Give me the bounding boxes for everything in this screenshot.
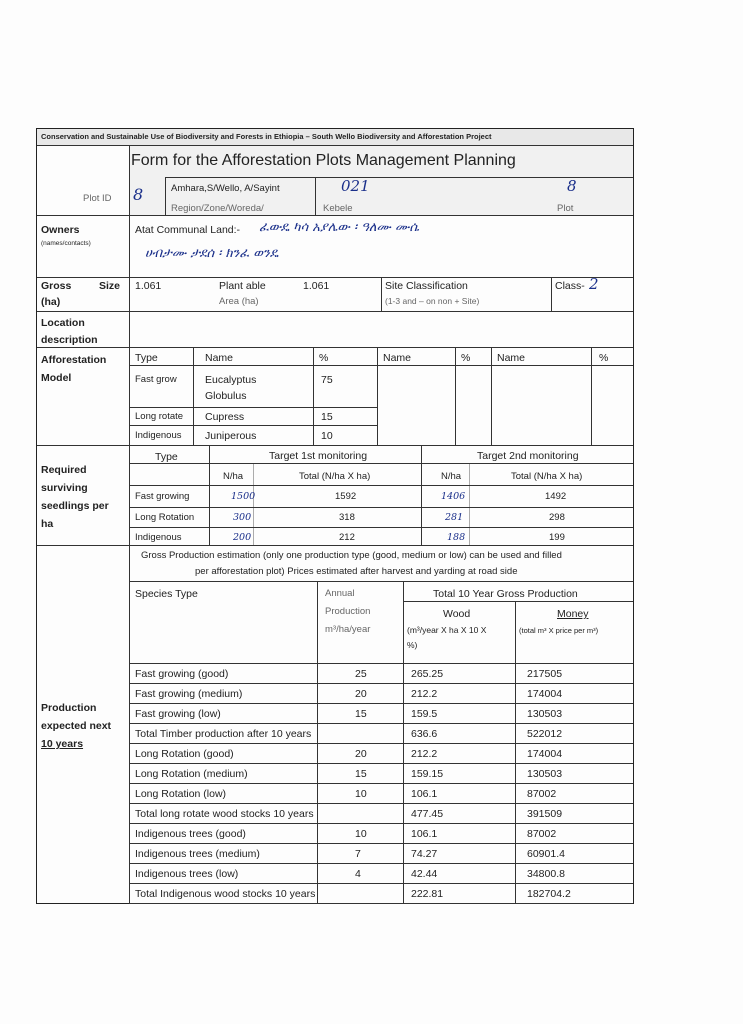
row-divider	[129, 843, 633, 844]
production-row-money: 174004	[527, 688, 563, 700]
owners-handwriting-2: ሀብታሙ ታደሰ ፡ ክንፈ ወንዴ	[145, 246, 279, 261]
seedling-row-type: Fast growing	[135, 491, 190, 502]
species-type-header: Species Type	[135, 588, 198, 600]
total-10-year-header: Total 10 Year Gross Production	[433, 588, 578, 600]
model-label-2: Model	[41, 372, 72, 384]
plot-value: 8	[567, 177, 577, 195]
production-row-money: 391509	[527, 808, 563, 820]
model-pct2-header: %	[461, 352, 471, 364]
site-classification-sub: (1-3 and – on non + Site)	[385, 296, 480, 306]
area-label: Area (ha)	[219, 296, 259, 307]
production-row-species: Long Rotation (medium)	[135, 768, 248, 780]
seedling-row-t2: 298	[549, 512, 565, 523]
plantable-value: 1.061	[303, 280, 330, 292]
location-label: Location	[41, 317, 85, 329]
production-row-money: 522012	[527, 728, 563, 740]
production-row-wood: 477.45	[411, 808, 444, 820]
row-divider	[129, 883, 633, 884]
seedlings-type-header: Type	[155, 451, 178, 463]
production-row-wood: 222.81	[411, 888, 444, 900]
production-row-annual: 4	[355, 868, 361, 880]
production-row-money: 60901.4	[527, 848, 565, 860]
production-row-annual: 10	[355, 788, 367, 800]
production-row-wood: 265.25	[411, 668, 444, 680]
production-note-1: Gross Production estimation (only one production type (good, medium or low) can be used and filled	[141, 550, 562, 561]
annual-header-1: Annual	[325, 588, 355, 599]
model-row-pct: 10	[321, 430, 333, 442]
production-label-1: Production	[41, 702, 97, 714]
money-sub: (total m³ X price per m³)	[519, 626, 599, 635]
owners-handwriting-1: ፈውዴ ካሳ አያሌው ፡ ዓለሙ ሙሴ	[259, 220, 420, 235]
seedlings-label-3: seedlings per	[41, 500, 109, 512]
seedling-row-n2: 1406	[441, 491, 466, 502]
site-classification-label: Site Classification	[385, 280, 468, 292]
form-title: Form for the Afforestation Plots Management Planning	[131, 152, 516, 169]
production-row-species: Indigenous trees (medium)	[135, 848, 260, 860]
gross-label: Gross	[41, 280, 72, 292]
production-row-wood: 159.15	[411, 768, 444, 780]
seedling-row-type: Indigenous	[135, 532, 182, 543]
seedling-row-n1: 200	[233, 532, 252, 543]
production-row-annual: 25	[355, 668, 367, 680]
model-name3-header: Name	[497, 352, 526, 364]
production-row-annual: 20	[355, 688, 367, 700]
seedling-row-type: Long Rotation	[135, 512, 195, 523]
production-label-2: expected next	[41, 720, 112, 732]
seedling-row-t2: 1492	[545, 491, 567, 502]
production-row-species: Total long rotate wood stocks 10 years	[135, 808, 314, 820]
model-row-name: Juniperous	[205, 430, 257, 442]
model-type-header: Type	[135, 352, 158, 364]
row-divider	[129, 863, 633, 864]
production-row-annual: 15	[355, 708, 367, 720]
row-divider	[129, 683, 633, 684]
plantable-label: Plant able	[219, 280, 266, 292]
production-row-wood: 636.6	[411, 728, 438, 740]
production-row-money: 182704.2	[527, 888, 571, 900]
seedling-row-t2: 199	[549, 532, 565, 543]
annual-header-2: Production	[325, 606, 371, 617]
production-row-money: 87002	[527, 788, 557, 800]
gross-value: 1.061	[135, 280, 162, 292]
production-row-money: 130503	[527, 708, 563, 720]
production-row-money: 34800.8	[527, 868, 565, 880]
owners-sublabel: (names/contacts)	[41, 240, 91, 247]
production-row-species: Fast growing (medium)	[135, 688, 243, 700]
region-value: Amhara,S/Wello, A/Sayint	[171, 183, 280, 194]
seedlings-label-1: Required	[41, 464, 87, 476]
owners-label: Owners	[41, 224, 80, 236]
production-row-species: Total Timber production after 10 years	[135, 728, 312, 740]
production-row-wood: 106.1	[411, 828, 438, 840]
production-row-wood: 212.2	[411, 688, 438, 700]
production-row-species: Fast growing (good)	[135, 668, 229, 680]
wood-sub-1: (m³/year X ha X 10 X	[407, 625, 487, 635]
row-divider	[129, 903, 633, 904]
plot-id-value: 8	[133, 185, 144, 204]
model-row-name: Eucalyptus	[205, 374, 257, 386]
seedling-row-n2: 188	[447, 532, 466, 543]
production-row-annual: 10	[355, 828, 367, 840]
production-row-money: 174004	[527, 748, 563, 760]
ha-label: (ha)	[41, 296, 61, 308]
production-row-annual: 7	[355, 848, 361, 860]
production-row-species: Fast growing (low)	[135, 708, 221, 720]
row-divider	[129, 763, 633, 764]
production-row-money: 130503	[527, 768, 563, 780]
seedling-row-t1: 1592	[335, 491, 357, 502]
wood-header: Wood	[443, 608, 471, 620]
model-row-type: Fast grow	[135, 374, 177, 385]
production-row-money: 87002	[527, 828, 557, 840]
row-divider	[129, 703, 633, 704]
model-row-type: Long rotate	[135, 411, 184, 422]
annual-header-3: m³/ha/year	[325, 624, 371, 635]
production-row-annual: 20	[355, 748, 367, 760]
plot-label: Plot	[557, 203, 574, 214]
row-divider	[129, 783, 633, 784]
seedling-row-t1: 318	[339, 512, 355, 523]
production-row-wood: 212.2	[411, 748, 438, 760]
model-label: Afforestation	[41, 354, 107, 366]
seedlings-label-2: surviving	[41, 482, 88, 494]
production-row-wood: 74.27	[411, 848, 438, 860]
model-row-type: Indigenous	[135, 430, 182, 441]
production-row-wood: 159.5	[411, 708, 438, 720]
owners-prefix: Atat Communal Land:-	[135, 224, 241, 236]
class-label: Class-	[555, 280, 585, 292]
model-name-header: Name	[205, 352, 234, 364]
model-pct3-header: %	[599, 352, 609, 364]
model-row-pct: 75	[321, 374, 333, 386]
model-row-pct: 15	[321, 411, 333, 423]
row-divider	[129, 803, 633, 804]
size-label: Size	[99, 280, 121, 292]
model-row-name: Cupress	[205, 411, 245, 423]
target-1-header: Target 1st monitoring	[269, 450, 368, 462]
production-row-species: Long Rotation (low)	[135, 788, 227, 800]
money-header: Money	[557, 608, 589, 620]
seedling-row-t1: 212	[339, 532, 355, 543]
production-row-species: Indigenous trees (low)	[135, 868, 239, 880]
target-2-total: Total (N/ha X ha)	[511, 471, 583, 482]
row-divider	[129, 743, 633, 744]
seedling-row-n1: 1500	[231, 491, 256, 502]
production-row-wood: 42.44	[411, 868, 438, 880]
kebele-label: Kebele	[323, 203, 353, 214]
row-divider	[129, 823, 633, 824]
production-row-wood: 106.1	[411, 788, 438, 800]
production-note-2: per afforestation plot) Prices estimated after harvest and yarding at road side	[195, 566, 518, 577]
seedlings-label-4: ha	[41, 518, 54, 530]
kebele-value: 021	[341, 177, 370, 195]
target-2-header: Target 2nd monitoring	[477, 450, 579, 462]
production-row-annual: 15	[355, 768, 367, 780]
production-row-species: Indigenous trees (good)	[135, 828, 246, 840]
plot-id-label: Plot ID	[83, 193, 112, 204]
seedling-row-n1: 300	[233, 512, 252, 523]
production-label-3: 10 years	[41, 738, 84, 750]
project-header: Conservation and Sustainable Use of Biodiversity and Forests in Ethiopia – South Wello Biodiversity and Afforestation Project	[41, 132, 492, 141]
target-1-total: Total (N/ha X ha)	[299, 471, 371, 482]
class-value: 2	[589, 275, 599, 293]
wood-sub-2: %)	[407, 640, 418, 650]
production-row-species: Long Rotation (good)	[135, 748, 234, 760]
production-row-money: 217505	[527, 668, 563, 680]
location-label-2: description	[41, 334, 98, 346]
target-2-nha: N/ha	[441, 471, 462, 482]
target-1-nha: N/ha	[223, 471, 244, 482]
model-row-name-2: Globulus	[205, 390, 247, 402]
production-row-species: Total Indigenous wood stocks 10 years	[135, 888, 316, 900]
model-pct-header: %	[319, 352, 329, 364]
row-divider	[129, 723, 633, 724]
region-label: Region/Zone/Woreda/	[171, 203, 264, 214]
seedling-row-n2: 281	[445, 512, 464, 523]
model-name2-header: Name	[383, 352, 412, 364]
afforestation-plot-form	[36, 128, 634, 904]
